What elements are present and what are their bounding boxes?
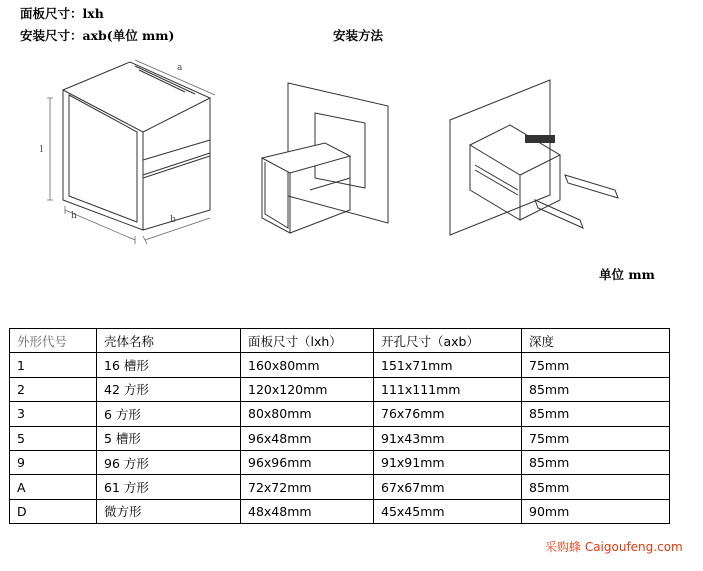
cell-shape-code: 9 (10, 450, 97, 474)
cell-cutout-size: 151x71mm (374, 353, 522, 377)
cell-depth: 85mm (522, 402, 670, 426)
cell-housing-name: 96 方形 (97, 450, 241, 474)
col-header-panel-size: 面板尺寸（lxh） (241, 329, 374, 353)
cell-panel-size: 96x48mm (241, 426, 374, 450)
dim-label-a: a (177, 63, 183, 73)
table-row (10, 499, 670, 523)
cell-panel-size: 72x72mm (241, 475, 374, 499)
dim-label-b: b (170, 215, 176, 225)
cell-housing-name: 61 方形 (97, 475, 241, 499)
cell-shape-code: A (10, 475, 97, 499)
cell-housing-name: 6 方形 (97, 402, 241, 426)
cell-shape-code: 5 (10, 426, 97, 450)
cell-housing-name: 5 槽形 (97, 426, 241, 450)
cell-cutout-size: 91x91mm (374, 450, 522, 474)
cell-cutout-size: 67x67mm (374, 475, 522, 499)
cell-depth: 85mm (522, 450, 670, 474)
col-header-shape-code: 外形代号 (10, 329, 97, 353)
cell-cutout-size: 76x76mm (374, 402, 522, 426)
watermark-text: 采购蜂 Caigoufeng.com (545, 540, 683, 554)
cell-housing-name: 42 方形 (97, 377, 241, 401)
cell-depth: 75mm (522, 426, 670, 450)
panel-size-label: 面板尺寸：lxh (20, 6, 104, 21)
cell-shape-code: 3 (10, 402, 97, 426)
cell-panel-size: 120x120mm (241, 377, 374, 401)
install-size-label: 安装尺寸：axb(单位 mm) (20, 28, 175, 43)
cell-cutout-size: 111x111mm (374, 377, 522, 401)
dim-label-h: h (71, 211, 77, 221)
table-row (10, 475, 670, 499)
table-row (10, 450, 670, 474)
col-header-depth: 深度 (522, 329, 670, 353)
install-method-label: 安装方法 (333, 28, 384, 43)
col-header-cutout-size: 开孔尺寸（axb） (374, 329, 522, 353)
dim-label-l: l (40, 145, 43, 155)
dimension-drawing (35, 50, 225, 255)
table-row (10, 353, 670, 377)
cell-depth: 90mm (522, 499, 670, 523)
cell-depth: 85mm (522, 475, 670, 499)
cell-panel-size: 160x80mm (241, 353, 374, 377)
cell-depth: 85mm (522, 377, 670, 401)
spec-table (9, 328, 670, 524)
cell-depth: 75mm (522, 353, 670, 377)
cell-shape-code: D (10, 499, 97, 523)
table-header-row (10, 329, 670, 353)
cell-shape-code: 2 (10, 377, 97, 401)
cell-shape-code: 1 (10, 353, 97, 377)
cell-cutout-size: 45x45mm (374, 499, 522, 523)
table-row (10, 377, 670, 401)
unit-label: 单位 mm (599, 267, 655, 282)
cell-panel-size: 80x80mm (241, 402, 374, 426)
cell-panel-size: 48x48mm (241, 499, 374, 523)
cell-cutout-size: 91x43mm (374, 426, 522, 450)
bracket-install-drawing (440, 75, 640, 240)
col-header-housing-name: 壳体名称 (97, 329, 241, 353)
cell-housing-name: 16 槽形 (97, 353, 241, 377)
table-row (10, 402, 670, 426)
cell-housing-name: 微方形 (97, 499, 241, 523)
table-row (10, 426, 670, 450)
cell-panel-size: 96x96mm (241, 450, 374, 474)
install-step-drawing (250, 78, 400, 238)
